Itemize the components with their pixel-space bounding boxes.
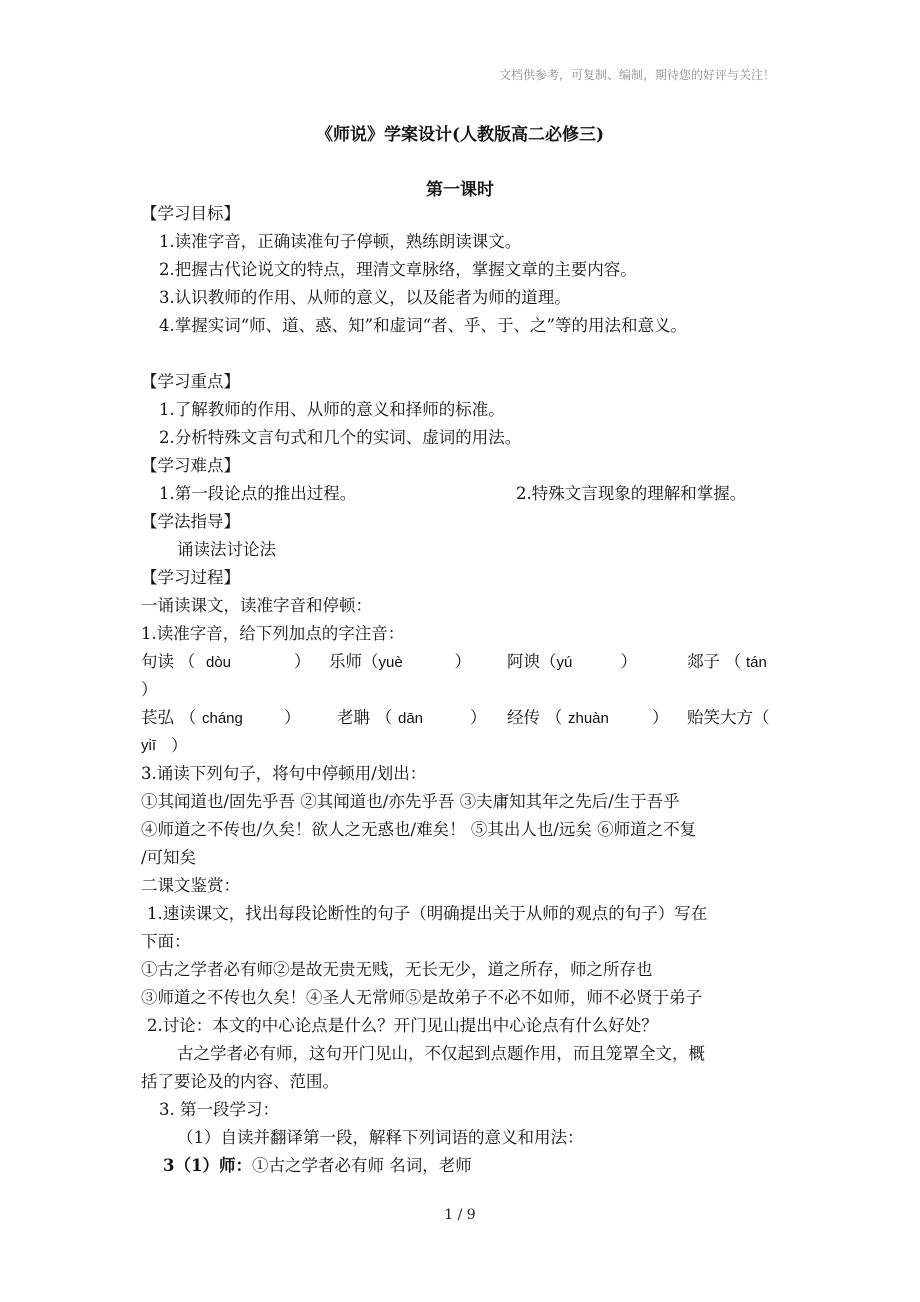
goals-heading: 【学习目标】	[141, 204, 240, 223]
difficulty-row	[141, 480, 781, 508]
page-number: 1 / 9	[444, 1207, 476, 1223]
vocab-example: ①古之学者必有师 名词，老师	[251, 1156, 472, 1175]
difficulty-heading: 【学习难点】	[141, 456, 240, 475]
pinyin-entry: 句读 （ dòu ）	[141, 652, 311, 671]
goal-item: 1.读准字音，正确读准句子停顿，熟练朗读课文。	[159, 232, 522, 251]
goal-item: 4.掌握实词“师、道、惑、知”和虚词“者、乎、于、之”等的用法和意义。	[159, 316, 687, 335]
question-pronunciation: 1.读准字音，给下列加点的字注音：	[141, 624, 405, 643]
pinyin-entry: 郯子 （ tán	[687, 652, 767, 671]
pinyin-entry: 乐师（yuè ）	[329, 652, 471, 671]
question-text: 3. 第一段学习：	[159, 1100, 279, 1119]
key-point-item: 1.了解教师的作用、从师的意义和择师的标准。	[159, 400, 505, 419]
pinyin-row	[141, 704, 781, 732]
page-header-note: 文档供参考，可复制、编制，期待您的好评与关注！	[498, 68, 775, 82]
key-point-item: 2.分析特殊文言句式和几个的实词、虚词的用法。	[159, 428, 522, 447]
pinyin-entry: 阿谀（yú ）	[507, 652, 637, 671]
pinyin-row	[141, 648, 781, 676]
pinyin-row-tail: ）	[141, 680, 158, 699]
part1-heading: 一诵读课文，读准字音和停顿：	[141, 596, 372, 615]
sentence-line: /可知矣	[141, 848, 197, 867]
question-text: （1）自读并翻译第一段，解释下列词语的意义和用法：	[177, 1128, 584, 1147]
spacer	[141, 340, 781, 368]
difficulty-item: 1.第一段论点的推出过程。	[159, 484, 357, 503]
vocab-label: 3（1）师：	[163, 1156, 252, 1175]
pinyin-entry: 老聃 （ dān ）	[337, 708, 487, 727]
document-body	[141, 200, 781, 1180]
pinyin-entry: 经传 （ zhuàn ）	[507, 708, 669, 727]
pinyin-entry: 苌弘 （ cháng ）	[141, 708, 301, 727]
answer-text: 古之学者必有师，这句开门见山，不仅起到点题作用，而且笼罩全文，概	[177, 1044, 705, 1063]
question-pauses: 3.诵读下列句子，将句中停顿用/划出：	[141, 764, 427, 783]
pinyin-entry: 贻笑大方（	[687, 708, 770, 727]
sentence-line: ④师道之不传也/久矣！欲人之无惑也/难矣！ ⑤其出人也/远矣 ⑥师道之不复	[141, 820, 697, 839]
lesson-subtitle: 第一课时	[426, 180, 494, 200]
pinyin-row-tail: yiī ）	[141, 736, 188, 755]
method-heading: 【学法指导】	[141, 512, 240, 531]
answer-text: ③师道之不传也久矣！④圣人无常师⑤是故弟子不必不如师，师不必贤于弟子	[141, 988, 702, 1007]
method-text: 诵读法讨论法	[177, 540, 276, 559]
key-points-heading: 【学习重点】	[141, 372, 240, 391]
goal-item: 2.把握古代论说文的特点，理清文章脉络，掌握文章的主要内容。	[159, 260, 637, 279]
process-heading: 【学习过程】	[141, 568, 240, 587]
answer-text: ①古之学者必有师②是故无贵无贱，无长无少，道之所存，师之所存也	[141, 960, 653, 979]
answer-text: 括了要论及的内容、范围。	[141, 1072, 339, 1091]
question-text: 2.讨论：本文的中心论点是什么？开门见山提出中心论点有什么好处？	[147, 1016, 658, 1035]
difficulty-item: 2.特殊文言现象的理解和掌握。	[516, 484, 747, 503]
vocab-item	[141, 1152, 781, 1180]
sentence-line: ①其闻道也/固先乎吾 ②其闻道也/亦先乎吾 ③夫庸知其年之先后/生于吾乎	[141, 792, 680, 811]
document-title: 《师说》学案设计(人教版高二必修三)	[315, 125, 605, 145]
goal-item: 3.认识教师的作用、从师的意义，以及能者为师的道理。	[159, 288, 571, 307]
question-text: 下面：	[141, 932, 191, 951]
question-text: 1.速读课文，找出每段论断性的句子（明确提出关于从师的观点的句子）写在	[147, 904, 708, 923]
part2-heading: 二课文鉴赏：	[141, 876, 240, 895]
